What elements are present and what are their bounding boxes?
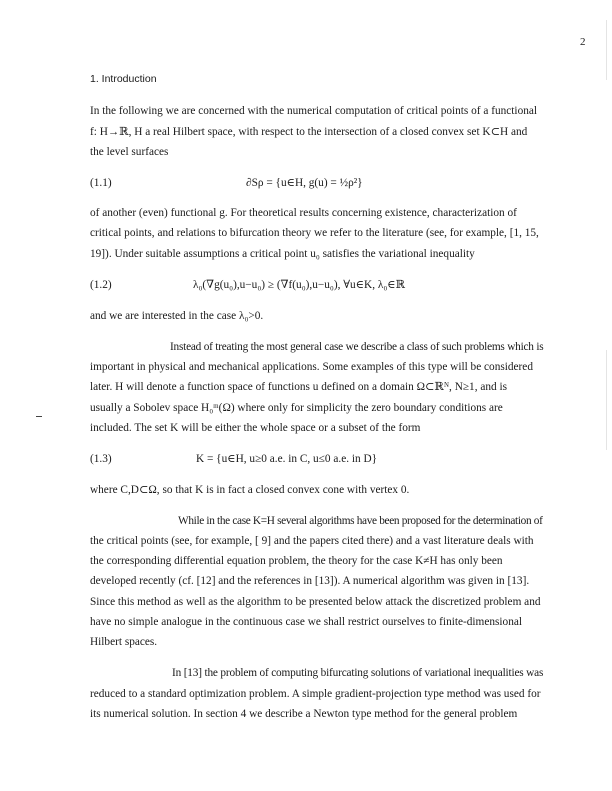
text-line: Instead of treating the most general case we describe a class of such problems which is	[170, 341, 544, 353]
page-number: 2	[580, 36, 586, 48]
text-line: In the following we are concerned with the numerical computation of critical points of a functional	[90, 105, 538, 117]
equation: ∂Sρ = {u∈H, g(u) = ½ρ²}	[246, 177, 363, 189]
text-line: reduced to a standard optimization problem. A simple gradient-projection type method was used for	[90, 688, 541, 700]
text-line: Since this method as well as the algorithm to be presented below attack the discretized problem and	[90, 596, 541, 608]
equation: λ₀(∇g(u₀),u−u₀) ≥ (∇f(u₀),u−u₀), ∀u∈K, λ₀∈ℝ	[193, 279, 406, 291]
text-line: critical points, and relations to bifurcation theory we refer to the literature (see, for example, [1, 15,	[90, 227, 539, 239]
text-line: important in physical and mechanical applications. Some examples of this type will be considered	[90, 361, 533, 373]
text-line: f: H→ℝ, H a real Hilbert space, with respect to the intersection of a closed convex set K⊂H and	[90, 126, 528, 138]
text-line: the critical points (see, for example, [ 9] and the papers cited there) and a vast literature deals with	[90, 535, 534, 547]
section-heading: 1. Introduction	[90, 73, 157, 85]
text-line: where C,D⊂Ω, so that K is in fact a closed convex cone with vertex 0.	[90, 484, 410, 496]
scan-edge-mark	[606, 20, 607, 80]
text-line: While in the case K=H several algorithms have been proposed for the determination of	[178, 515, 543, 527]
margin-mark	[36, 416, 42, 417]
text-line: 19]). Under suitable assumptions a critical point u₀ satisfies the variational inequality	[90, 248, 475, 260]
equation-label: (1.3)	[90, 453, 112, 465]
text-line: developed recently (cf. [12] and the references in [13]). A numerical algorithm was given in [13].	[90, 575, 530, 587]
text-line: In [13] the problem of computing bifurcating solutions of variational inequalities was	[172, 667, 544, 679]
text-line: the level surfaces	[90, 146, 169, 158]
text-line: included. The set K will be either the whole space or a subset of the form	[90, 422, 421, 434]
text-line: usually a Sobolev space H₀ᵐ(Ω) where only for simplicity the zero boundary conditions are	[90, 402, 503, 414]
equation-label: (1.1)	[90, 177, 112, 189]
text-line: later. H will denote a function space of functions u defined on a domain Ω⊂ℝᴺ, N≥1, and is	[90, 381, 508, 393]
equation-label: (1.2)	[90, 279, 112, 291]
text-line: Hilbert spaces.	[90, 636, 158, 648]
text-line: of another (even) functional g. For theoretical results concerning existence, characterization of	[90, 207, 517, 219]
equation: K = {u∈H, u≥0 a.e. in C, u≤0 a.e. in D}	[196, 453, 378, 465]
text-line: the corresponding differential equation problem, the theory for the case K≠H has only been	[90, 555, 503, 567]
scan-edge-mark	[606, 350, 607, 450]
text-line: have no simple analogue in the continuous case we shall restrict ourselves to finite-dimensional	[90, 616, 522, 628]
text-line: its numerical solution. In section 4 we describe a Newton type method for the general problem	[90, 708, 518, 720]
text-line: and we are interested in the case λ₀>0.	[90, 310, 264, 322]
